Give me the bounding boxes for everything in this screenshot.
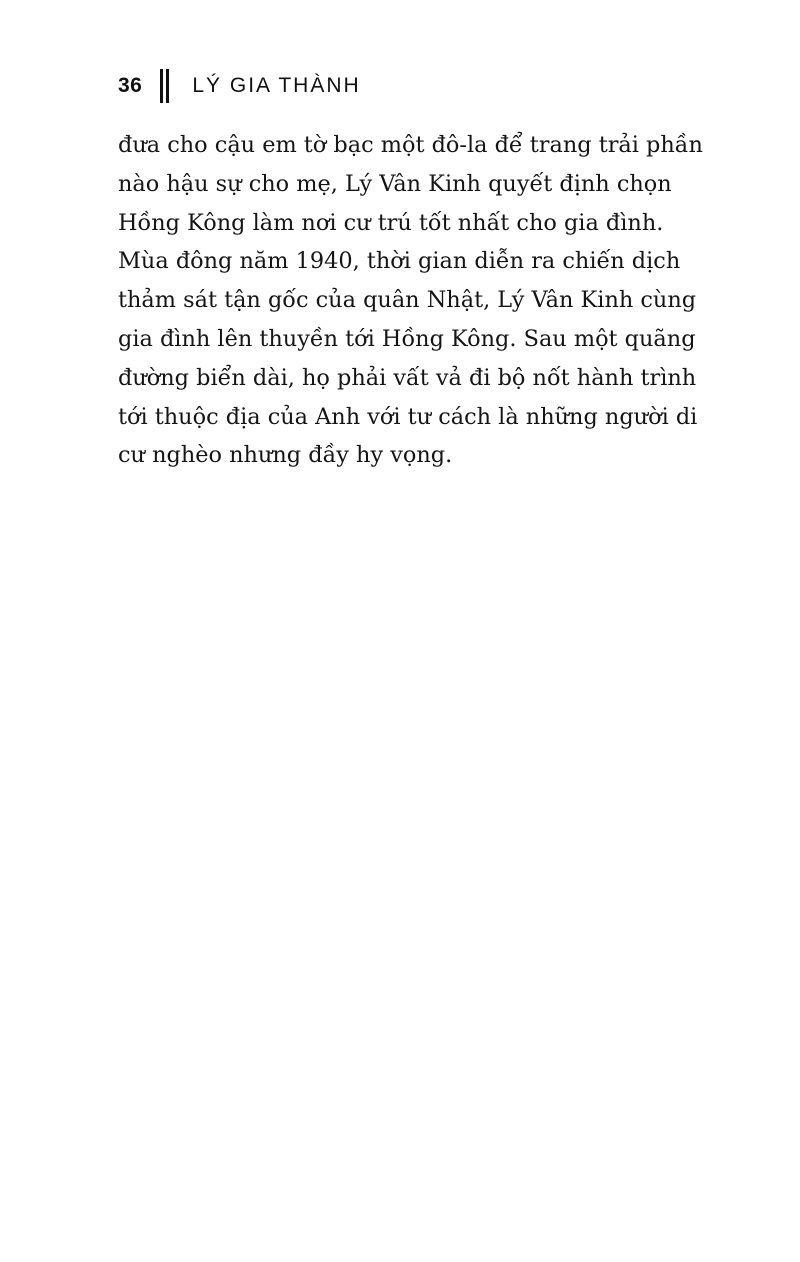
- text-line: đưa cho cậu em tờ bạc một đô-la để trang trải phần: [118, 132, 703, 158]
- body-paragraph: [118, 126, 703, 475]
- page-number: 36: [118, 74, 143, 97]
- double-rule-divider: [160, 69, 170, 103]
- running-header: [118, 64, 361, 108]
- text-line: Hồng Kông làm nơi cư trú tốt nhất cho gia đình.: [118, 209, 664, 236]
- text-line: nào hậu sự cho mẹ, Lý Vân Kinh quyết định chọn: [118, 170, 672, 197]
- text-line: thảm sát tận gốc của quân Nhật, Lý Vân Kinh cùng: [118, 287, 697, 314]
- text-line: cư nghèo nhưng đầy hy vọng.: [118, 442, 453, 469]
- running-title: LÝ GIA THÀNH: [192, 74, 361, 97]
- text-line: đường biển dài, họ phải vất vả đi bộ nốt hành trình: [118, 364, 697, 391]
- text-line: tới thuộc địa của Anh với tư cách là những người di: [118, 403, 698, 430]
- text-line: Mùa đông năm 1940, thời gian diễn ra chiến dịch: [118, 248, 681, 275]
- text-line: gia đình lên thuyền tới Hồng Kông. Sau một quãng: [118, 325, 696, 352]
